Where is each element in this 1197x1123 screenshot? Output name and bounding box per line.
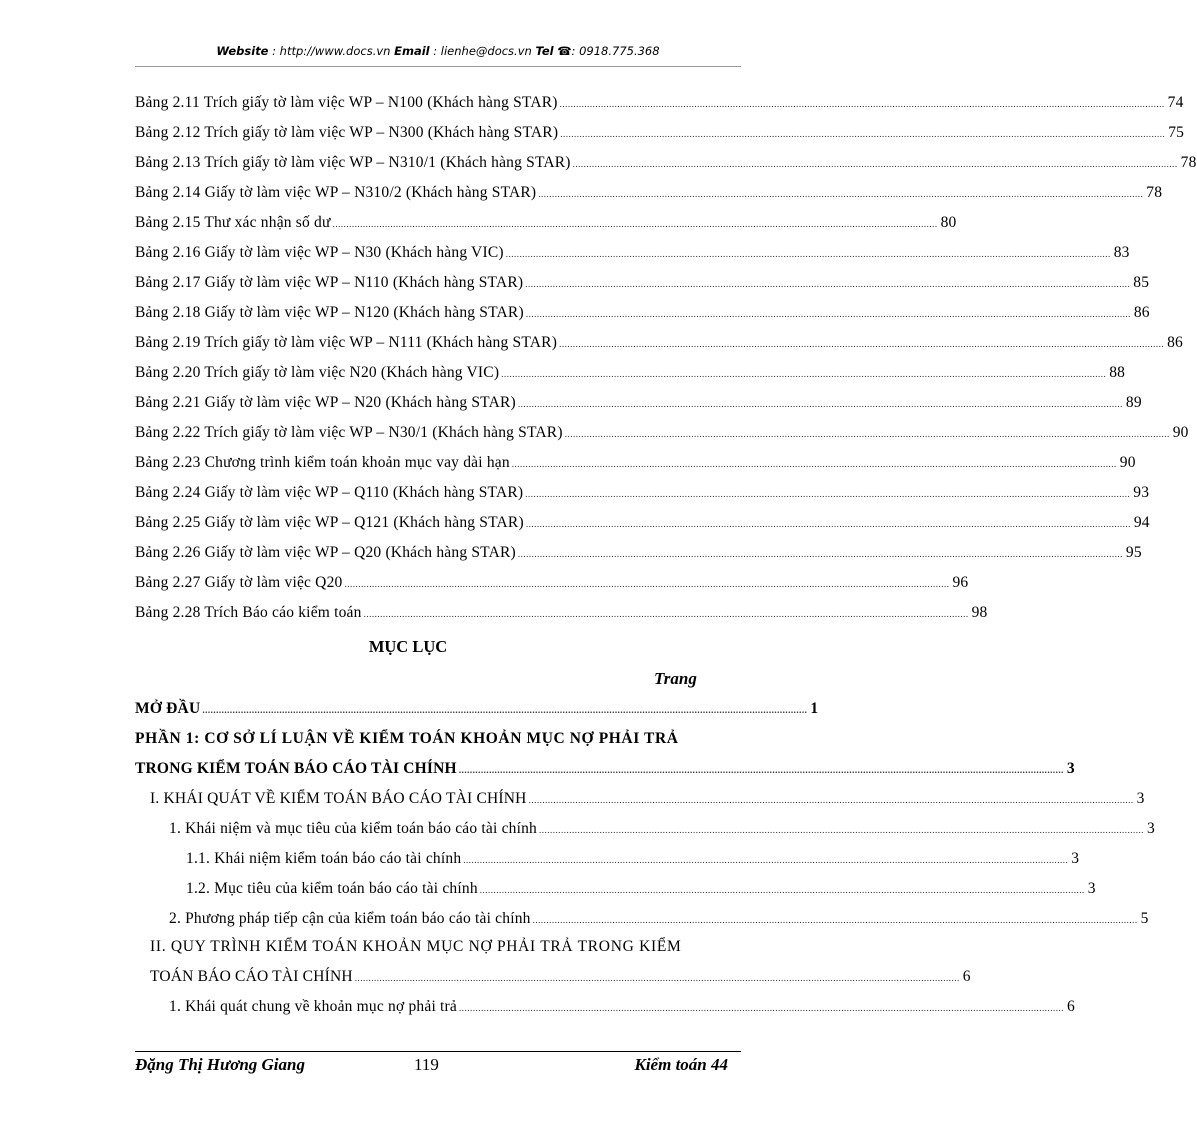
- table-list-item: Bảng 2.24 Giấy tờ làm việc WP – Q110 (Khách hàng STAR) ............................................................................................................................................................................................................................ 93: [135, 484, 1150, 501]
- dot-leader: ............................................................................................................................................................................................................................: [525, 279, 1131, 289]
- dot-leader: ............................................................................................................................................................................................................................: [559, 339, 1165, 349]
- dot-leader: ............................................................................................................................................................................................................................: [344, 579, 950, 589]
- toc-entry: 1.2. Mục tiêu của kiểm toán báo cáo tài chính ............................................................................................................................................................................................................................ 3: [186, 880, 1096, 897]
- dot-leader: ............................................................................................................................................................................................................................: [511, 459, 1117, 469]
- table-list-item: Bảng 2.14 Giấy tờ làm việc WP – N310/2 (Khách hàng STAR) ............................................................................................................................................................................................................................ 78: [135, 184, 1163, 201]
- dot-leader: ............................................................................................................................................................................................................................: [559, 99, 1165, 109]
- dot-leader: ............................................................................................................................................................................................................................: [354, 973, 960, 983]
- toc-section2-heading: II. QUY TRÌNH KIỂM TOÁN KHOẢN MỤC NỢ PHẢI TRẢ TRONG KIỂM: [150, 938, 682, 955]
- phone-icon: ☎: [557, 44, 572, 58]
- dot-leader: ............................................................................................................................................................................................................................: [560, 129, 1166, 139]
- website-value: : http://www.docs.vn: [268, 44, 395, 58]
- table-list-item: Bảng 2.17 Giấy tờ làm việc WP – N110 (Khách hàng STAR) ............................................................................................................................................................................................................................ 85: [135, 274, 1150, 291]
- toc-entry-intro: MỞ ĐẦU ............................................................................................................................................................................................................................ 1: [135, 700, 819, 717]
- footer-page-number: 119: [414, 1055, 439, 1074]
- dot-leader: ............................................................................................................................................................................................................................: [479, 885, 1085, 895]
- toc-entry: 1.1. Khái niệm kiểm toán báo cáo tài chính ............................................................................................................................................................................................................................ 3: [186, 850, 1080, 867]
- tel-value: : 0918.775.368: [571, 44, 660, 58]
- dot-leader: ............................................................................................................................................................................................................................: [564, 429, 1170, 439]
- table-list-item: Bảng 2.25 Giấy tờ làm việc WP – Q121 (Khách hàng STAR) ............................................................................................................................................................................................................................ 94: [135, 514, 1150, 531]
- footer-class: Kiểm toán 44: [634, 1055, 728, 1074]
- page-column-label: Trang: [654, 669, 697, 688]
- dot-leader: ............................................................................................................................................................................................................................: [505, 249, 1111, 259]
- footer-author: Đặng Thị Hương Giang: [135, 1055, 305, 1074]
- toc-entry: 2. Phương pháp tiếp cận của kiểm toán báo cáo tài chính ............................................................................................................................................................................................................................ 5: [169, 910, 1149, 927]
- dot-leader: ............................................................................................................................................................................................................................: [463, 855, 1069, 865]
- table-list-item: Bảng 2.16 Giấy tờ làm việc WP – N30 (Khách hàng VIC) ............................................................................................................................................................................................................................ 83: [135, 244, 1130, 261]
- header-divider: [135, 66, 741, 67]
- toc-entry: 1. Khái quát chung về khoản mục nợ phải trả ............................................................................................................................................................................................................................ 6: [169, 998, 1075, 1015]
- dot-leader: ............................................................................................................................................................................................................................: [572, 159, 1178, 169]
- dot-leader: ............................................................................................................................................................................................................................: [458, 1003, 1064, 1013]
- table-list-item: Bảng 2.19 Trích giấy tờ làm việc WP – N111 (Khách hàng STAR) ............................................................................................................................................................................................................................ 86: [135, 334, 1183, 351]
- dot-leader: ............................................................................................................................................................................................................................: [525, 519, 1131, 529]
- email-label: Email: [394, 44, 430, 58]
- toc-title: MỤC LỤC: [368, 637, 448, 656]
- toc-part1-heading-cont: TRONG KIỂM TOÁN BÁO CÁO TÀI CHÍNH ............................................................................................................................................................................................................................ 3: [135, 760, 1075, 777]
- toc-part1-heading: PHẦN 1: CƠ SỞ LÍ LUẬN VỀ KIỂM TOÁN KHOẢN MỤC NỢ PHẢI TRẢ: [135, 730, 679, 747]
- dot-leader: ............................................................................................................................................................................................................................: [501, 369, 1107, 379]
- table-list-item: Bảng 2.15 Thư xác nhận số dư ............................................................................................................................................................................................................................ 80: [135, 214, 957, 231]
- table-list-item: Bảng 2.11 Trích giấy tờ làm việc WP – N100 (Khách hàng STAR) ............................................................................................................................................................................................................................ 74: [135, 94, 1184, 111]
- dot-leader: ............................................................................................................................................................................................................................: [539, 825, 1145, 835]
- table-list-item: Bảng 2.22 Trích giấy tờ làm việc WP – N30/1 (Khách hàng STAR) ............................................................................................................................................................................................................................ 90: [135, 424, 1189, 441]
- table-list-item: Bảng 2.13 Trích giấy tờ làm việc WP – N310/1 (Khách hàng STAR) ............................................................................................................................................................................................................................ 78: [135, 154, 1197, 171]
- dot-leader: ............................................................................................................................................................................................................................: [363, 609, 969, 619]
- table-list-item: Bảng 2.18 Giấy tờ làm việc WP – N120 (Khách hàng STAR) ............................................................................................................................................................................................................................ 86: [135, 304, 1150, 321]
- table-list-item: Bảng 2.26 Giấy tờ làm việc WP – Q20 (Khách hàng STAR) ............................................................................................................................................................................................................................ 95: [135, 544, 1142, 561]
- dot-leader: ............................................................................................................................................................................................................................: [202, 705, 808, 715]
- page-header: [135, 44, 741, 58]
- dot-leader: ............................................................................................................................................................................................................................: [458, 765, 1064, 775]
- dot-leader: ............................................................................................................................................................................................................................: [525, 489, 1131, 499]
- dot-leader: ............................................................................................................................................................................................................................: [532, 915, 1138, 925]
- toc-entry: 1. Khái niệm và mục tiêu của kiểm toán báo cáo tài chính ............................................................................................................................................................................................................................ 3: [169, 820, 1155, 837]
- dot-leader: ............................................................................................................................................................................................................................: [517, 549, 1123, 559]
- dot-leader: ............................................................................................................................................................................................................................: [525, 309, 1131, 319]
- table-list-item: Bảng 2.27 Giấy tờ làm việc Q20 ............................................................................................................................................................................................................................ 96: [135, 574, 969, 591]
- table-list-item: Bảng 2.20 Trích giấy tờ làm việc N20 (Khách hàng VIC) ............................................................................................................................................................................................................................ 88: [135, 364, 1126, 381]
- dot-leader: ............................................................................................................................................................................................................................: [517, 399, 1123, 409]
- toc-section2-heading-cont: TOÁN BÁO CÁO TÀI CHÍNH ............................................................................................................................................................................................................................ 6: [150, 968, 971, 985]
- table-list-item: Bảng 2.21 Giấy tờ làm việc WP – N20 (Khách hàng STAR) ............................................................................................................................................................................................................................ 89: [135, 394, 1142, 411]
- toc-entry: I. KHÁI QUÁT VỀ KIỂM TOÁN BÁO CÁO TÀI CHÍNH ............................................................................................................................................................................................................................ 3: [150, 790, 1145, 807]
- table-list-item: Bảng 2.28 Trích Báo cáo kiểm toán ............................................................................................................................................................................................................................ 98: [135, 604, 988, 621]
- email-value: : lienhe@docs.vn: [429, 44, 536, 58]
- dot-leader: ............................................................................................................................................................................................................................: [538, 189, 1144, 199]
- website-label: Website: [216, 44, 269, 58]
- table-list-item: Bảng 2.23 Chương trình kiểm toán khoản mục vay dài hạn ............................................................................................................................................................................................................................ 90: [135, 454, 1136, 471]
- footer-divider: [135, 1051, 741, 1052]
- dot-leader: ............................................................................................................................................................................................................................: [528, 795, 1134, 805]
- table-list-item: Bảng 2.12 Trích giấy tờ làm việc WP – N300 (Khách hàng STAR) ............................................................................................................................................................................................................................ 75: [135, 124, 1185, 141]
- tel-label: Tel: [535, 44, 554, 58]
- dot-leader: ............................................................................................................................................................................................................................: [332, 219, 938, 229]
